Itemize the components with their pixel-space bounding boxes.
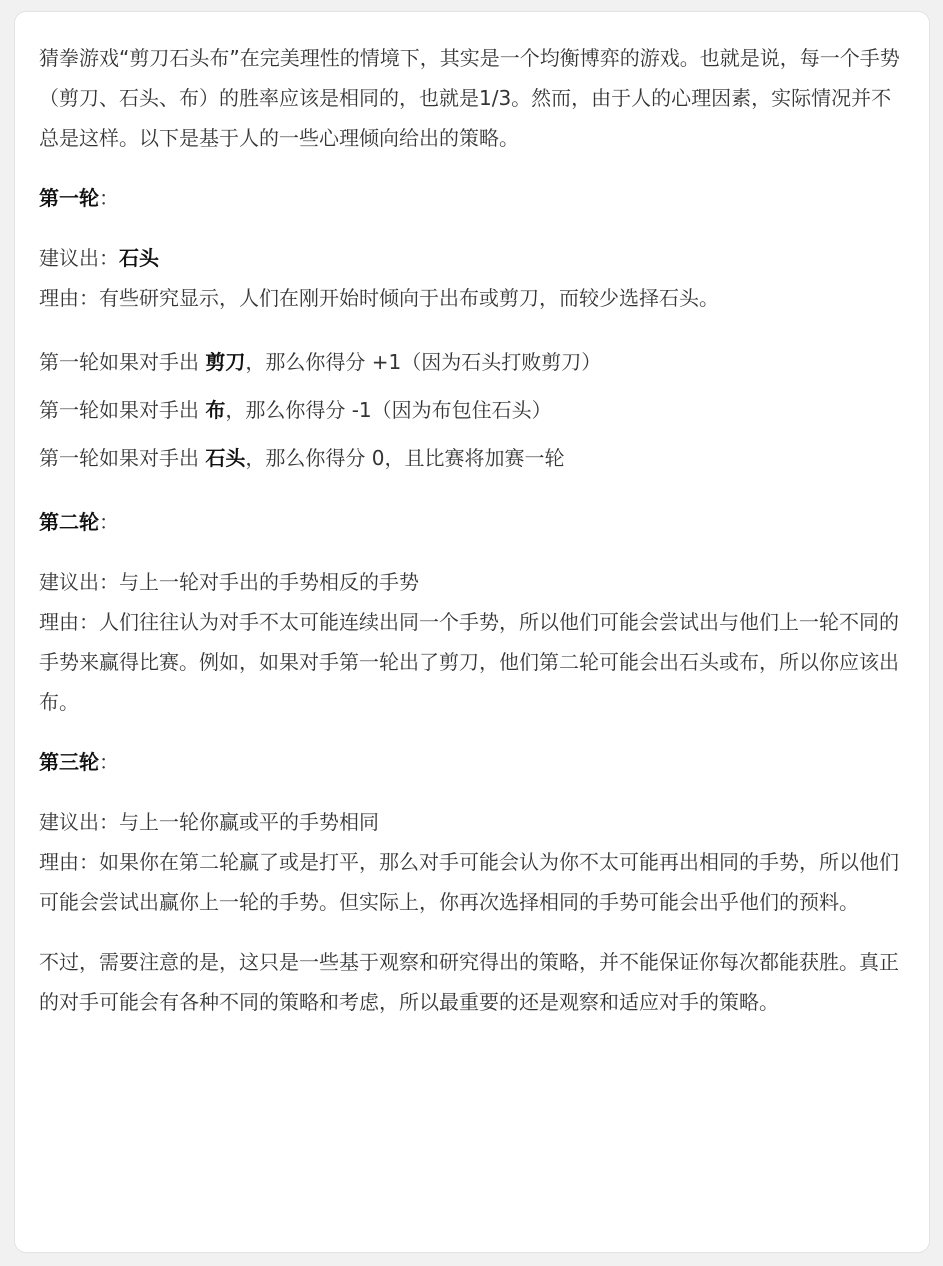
- intro-paragraph: 猜拳游戏“剪刀石头布”在完美理性的情境下，其实是一个均衡博弈的游戏。也就是说，每一个手势（剪刀、石头、布）的胜率应该是相同的，也就是1/3。然而，由于人的心理因素，实际情况并不总是这样。以下是基于人的一些心理倾向给出的策略。: [39, 46, 900, 150]
- round1-suggestion: [39, 238, 907, 278]
- outcome-prefix: 第一轮如果对手出: [39, 350, 206, 374]
- round1-outcome-1: [39, 338, 907, 386]
- round2-reason: 理由：人们往往认为对手不太可能连续出同一个手势，所以他们可能会尝试出与他们上一轮不同的手势来赢得比赛。例如，如果对手第一轮出了剪刀，他们第二轮可能会出石头或布，所以你应该出布。: [39, 610, 899, 714]
- outcome-prefix: 第一轮如果对手出: [39, 398, 206, 422]
- round3-heading-colon: ：: [99, 750, 119, 774]
- message-card: [14, 11, 930, 1253]
- outcome-gesture: 布: [205, 398, 226, 422]
- outcome-gesture: 石头: [205, 446, 246, 470]
- round1-suggest-label: 建议出：: [39, 246, 119, 270]
- round2-heading: 第二轮: [39, 510, 99, 534]
- round1-reason: 理由：有些研究显示，人们在刚开始时倾向于出布或剪刀，而较少选择石头。: [39, 286, 719, 310]
- outcome-gesture: 剪刀: [205, 350, 246, 374]
- round3-heading-line: [39, 742, 907, 782]
- outcome-suffix: ，那么你得分 +1（因为石头打败剪刀）: [245, 350, 602, 374]
- round1-heading-line: [39, 178, 907, 218]
- round1-suggest-value: 石头: [119, 246, 159, 270]
- round3-heading: 第三轮: [39, 750, 99, 774]
- outcome-prefix: 第一轮如果对手出: [39, 446, 206, 470]
- round1-outcome-2: [39, 386, 907, 434]
- round1-outcome-3: [39, 434, 907, 482]
- round1-heading: 第一轮: [39, 186, 99, 210]
- round2-heading-colon: ：: [99, 510, 119, 534]
- round2-suggestion: 建议出：与上一轮对手出的手势相反的手势: [39, 570, 419, 594]
- closing-paragraph: 不过，需要注意的是，这只是一些基于观察和研究得出的策略，并不能保证你每次都能获胜。真正的对手可能会有各种不同的策略和考虑，所以最重要的还是观察和适应对手的策略。: [39, 950, 899, 1014]
- outcome-suffix: ，那么你得分 -1（因为布包住石头）: [225, 398, 552, 422]
- outcome-suffix: ，那么你得分 0，且比赛将加赛一轮: [245, 446, 565, 470]
- round3-suggestion: 建议出：与上一轮你赢或平的手势相同: [39, 810, 379, 834]
- round2-heading-line: [39, 502, 907, 542]
- round3-reason: 理由：如果你在第二轮赢了或是打平，那么对手可能会认为你不太可能再出相同的手势，所以他们可能会尝试出赢你上一轮的手势。但实际上，你再次选择相同的手势可能会出乎他们的预料。: [39, 850, 899, 914]
- round1-heading-colon: ：: [99, 186, 119, 210]
